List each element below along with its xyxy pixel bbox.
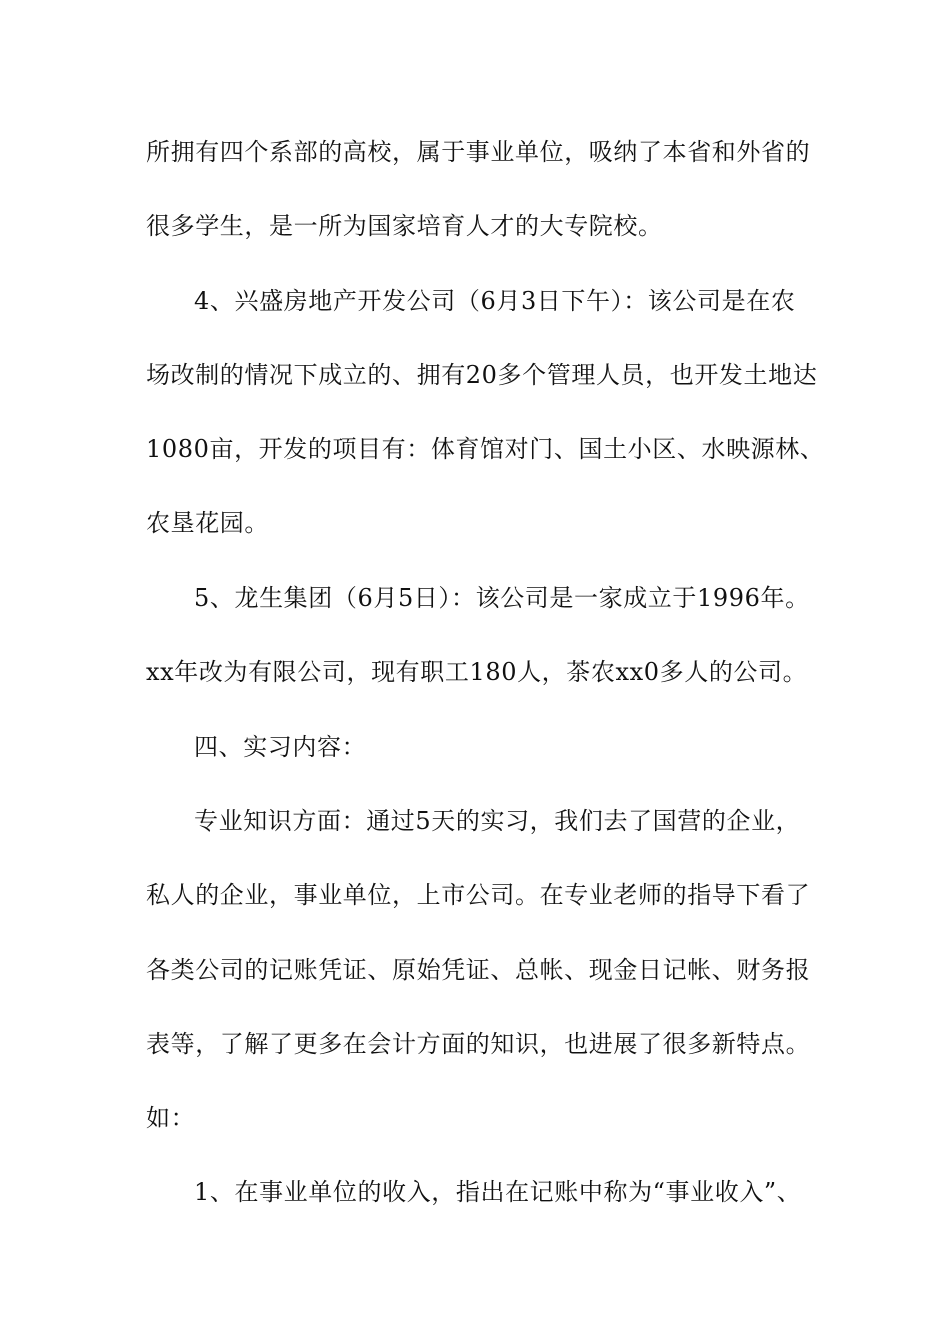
- paragraph-line: 1、在事业单位的收入，指出在记账中称为“事业收入”、: [194, 1178, 802, 1206]
- paragraph-line: xx年改为有限公司，现有职工180人，茶农xx0多人的公司。: [146, 658, 808, 686]
- paragraph-line: 私人的企业，事业单位，上市公司。在专业老师的指导下看了: [146, 881, 811, 909]
- paragraph-line: 场改制的情况下成立的、拥有20多个管理人员，也开发土地达: [146, 361, 818, 389]
- paragraph-line: 如：: [146, 1104, 196, 1132]
- paragraph-line: 农垦花园。: [146, 509, 269, 537]
- paragraph-line: 各类公司的记账凭证、原始凭证、总帐、现金日记帐、财务报: [146, 956, 811, 984]
- paragraph-line: 1080亩，开发的项目有：体育馆对门、国土小区、水映源林、: [146, 435, 825, 463]
- paragraph-line: 5、龙生集团（6月5日）：该公司是一家成立于1996年。: [194, 584, 810, 612]
- paragraph-line: 很多学生，是一所为国家培育人才的大专院校。: [146, 212, 663, 240]
- paragraph-line: 4、兴盛房地产开发公司（6月3日下午）：该公司是在农: [194, 287, 796, 315]
- paragraph-line: 所拥有四个系部的高校，属于事业单位，吸纳了本省和外省的: [146, 138, 811, 166]
- section-heading: 四、实习内容：: [194, 733, 367, 761]
- paragraph-line: 专业知识方面：通过5天的实习，我们去了国营的企业，: [194, 807, 801, 835]
- paragraph-line: 表等，了解了更多在会计方面的知识，也进展了很多新特点。: [146, 1030, 811, 1058]
